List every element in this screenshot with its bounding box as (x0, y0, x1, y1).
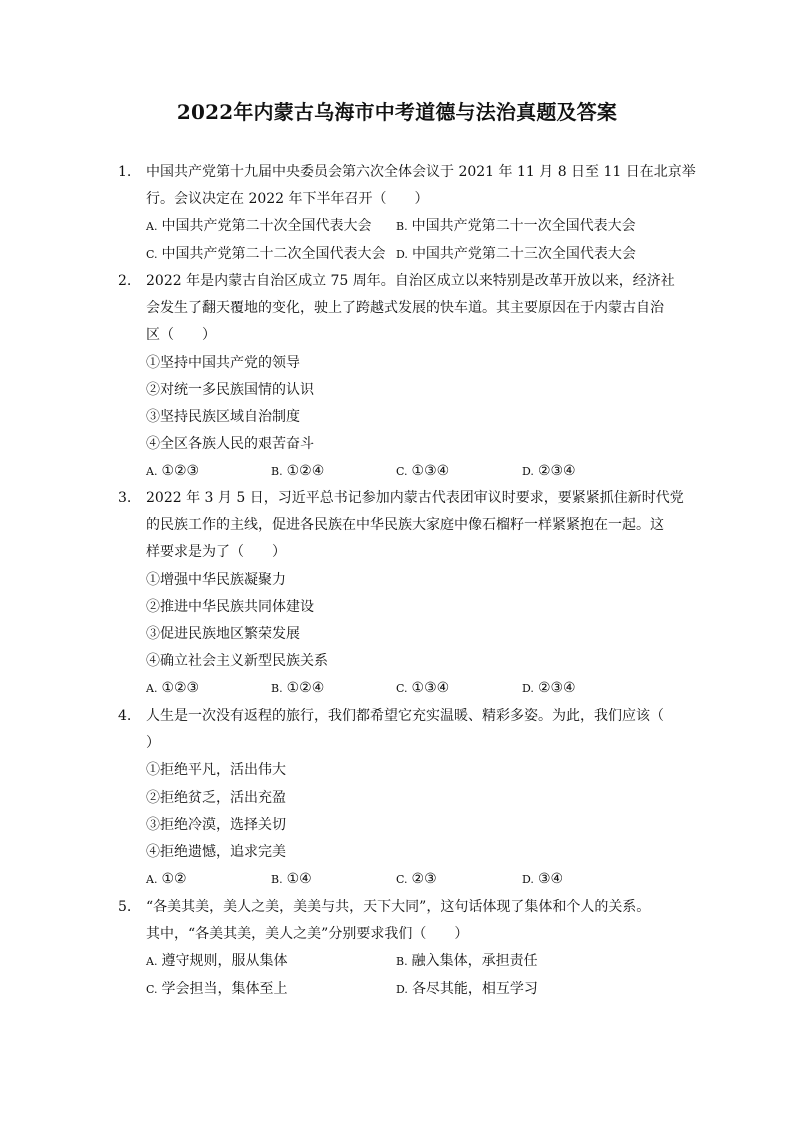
option-c (396, 458, 449, 485)
option-b (396, 213, 636, 240)
options-row (146, 866, 678, 893)
option-text: 遵守规则，服从集体 (161, 953, 288, 970)
option-letter: A. (146, 955, 158, 969)
question-1 (118, 159, 696, 268)
option-c (396, 866, 437, 893)
stem-line: 2022 年是内蒙古自治区成立 75 周年。自治区成立以来特别是改革开放以来，经济社 (146, 273, 675, 289)
statement-1: ①拒绝平凡，活出伟大 (146, 762, 286, 779)
option-letter: A. (146, 873, 158, 887)
option-text: ①②③ (161, 463, 200, 480)
statement-4: ④拒绝遗憾，追求完美 (146, 844, 286, 861)
option-text: ②③④ (537, 463, 576, 480)
statement-2: ②推进中华民族共同体建设 (146, 598, 314, 615)
question-number: 1. (118, 164, 132, 180)
option-letter: D. (522, 873, 534, 887)
options-row (146, 213, 678, 240)
option-letter: A. (146, 682, 158, 696)
option-c (146, 241, 386, 268)
options-row (146, 458, 678, 485)
options-row (146, 948, 678, 975)
option-text: ①③④ (411, 680, 450, 697)
stem-line: 行。会议决定在 2022 年下半年召开（ ） (146, 191, 429, 208)
option-letter: D. (396, 982, 408, 996)
option-text: ②③④ (537, 680, 576, 697)
statement-3: ③拒绝冷漠，选择关切 (146, 816, 286, 833)
statement-4: ④全区各族人民的艰苦奋斗 (146, 436, 314, 453)
question-number: 5. (118, 899, 132, 915)
question-number: 3. (118, 490, 132, 506)
option-text: 中国共产党第二十一次全国代表大会 (411, 218, 636, 235)
statement-3: ③坚持民族区域自治制度 (146, 409, 300, 426)
option-letter: C. (396, 465, 408, 479)
option-letter: C. (146, 247, 158, 261)
option-c (146, 976, 288, 1003)
option-text: ②③ (411, 871, 437, 888)
option-text: 各尽其能，相互学习 (411, 980, 538, 997)
option-b (271, 458, 324, 485)
question-stem (146, 268, 678, 486)
question-2 (118, 268, 678, 486)
option-d (396, 976, 538, 1003)
option-d (522, 675, 576, 702)
question-stem (146, 894, 678, 1003)
option-text: 中国共产党第二十二次全国代表大会 (161, 245, 386, 262)
question-number: 4. (118, 708, 132, 724)
options-row (146, 976, 678, 1003)
option-letter: C. (146, 982, 158, 996)
statement-4: ④确立社会主义新型民族关系 (146, 653, 328, 670)
option-letter: C. (396, 873, 408, 887)
option-text: ①②④ (286, 463, 325, 480)
option-d (522, 866, 563, 893)
option-text: 融入集体，承担责任 (411, 953, 538, 970)
option-b (396, 948, 538, 975)
option-text: ①②④ (286, 680, 325, 697)
option-letter: D. (396, 247, 408, 261)
option-a (146, 948, 287, 975)
option-d (522, 458, 576, 485)
option-letter: B. (396, 220, 408, 234)
options-row (146, 241, 678, 268)
option-text: ①④ (286, 871, 312, 888)
option-b (271, 866, 312, 893)
question-4 (118, 703, 678, 893)
option-letter: A. (146, 220, 158, 234)
option-d (396, 241, 636, 268)
option-letter: D. (522, 682, 534, 696)
option-a (146, 866, 187, 893)
stem-line: 区（ ） (146, 327, 216, 344)
stem-line: 样要求是为了（ ） (146, 544, 286, 561)
statement-3: ③促进民族地区繁荣发展 (146, 626, 300, 643)
option-text: ①② (161, 871, 187, 888)
question-number: 2. (118, 273, 132, 289)
option-text: ③④ (537, 871, 564, 888)
question-stem (146, 703, 678, 893)
option-a (146, 458, 199, 485)
option-letter: D. (522, 465, 534, 479)
option-letter: B. (271, 465, 283, 479)
statement-1: ①坚持中国共产党的领导 (146, 354, 300, 371)
question-3 (118, 485, 684, 703)
option-text: ①②③ (161, 680, 200, 697)
stem-line: “各美其美，美人之美，美美与共，天下大同”，这句话体现了集体和个人的关系。 (146, 899, 651, 915)
stem-line: 2022 年 3 月 5 日，习近平总书记参加内蒙古代表团审议时要求，要紧紧抓住新时代党 (146, 490, 684, 506)
stem-line: 其中，“各美其美，美人之美”分别要求我们（ ） (146, 926, 469, 943)
option-a (146, 675, 199, 702)
option-text: ①③④ (411, 463, 450, 480)
option-b (271, 675, 324, 702)
option-letter: B. (396, 955, 408, 969)
stem-line: 会发生了翻天覆地的变化，驶上了跨越式发展的快车道。其主要原因在于内蒙古自治 (146, 300, 664, 317)
options-row (146, 675, 678, 702)
option-letter: A. (146, 465, 158, 479)
statement-1: ①增强中华民族凝聚力 (146, 571, 286, 588)
option-letter: B. (271, 873, 283, 887)
statement-2: ②对统一多民族国情的认识 (146, 381, 314, 398)
option-letter: C. (396, 682, 408, 696)
question-5 (118, 894, 678, 1003)
option-text: 中国共产党第二十三次全国代表大会 (411, 245, 636, 262)
option-c (396, 675, 449, 702)
stem-line: ） (146, 735, 160, 752)
statement-2: ②拒绝贫乏，活出充盈 (146, 789, 286, 806)
stem-line: 中国共产党第十九届中央委员会第六次全体会议于 2021 年 11 月 8 日至 11 日在北京举 (146, 164, 696, 180)
option-text: 学会担当，集体至上 (161, 980, 288, 997)
option-letter: B. (271, 682, 283, 696)
stem-line: 人生是一次没有返程的旅行，我们都希望它充实温暖、精彩多姿。为此，我们应该（ (146, 708, 664, 724)
option-a (146, 213, 371, 240)
option-text: 中国共产党第二十次全国代表大会 (161, 218, 372, 235)
question-stem (146, 159, 696, 268)
document-title: 2022年内蒙古乌海市中考道德与法治真题及答案 (176, 100, 618, 124)
question-stem (146, 485, 684, 703)
stem-line: 的民族工作的主线，促进各民族在中华民族大家庭中像石榴籽一样紧紧抱在一起。这 (146, 517, 664, 534)
